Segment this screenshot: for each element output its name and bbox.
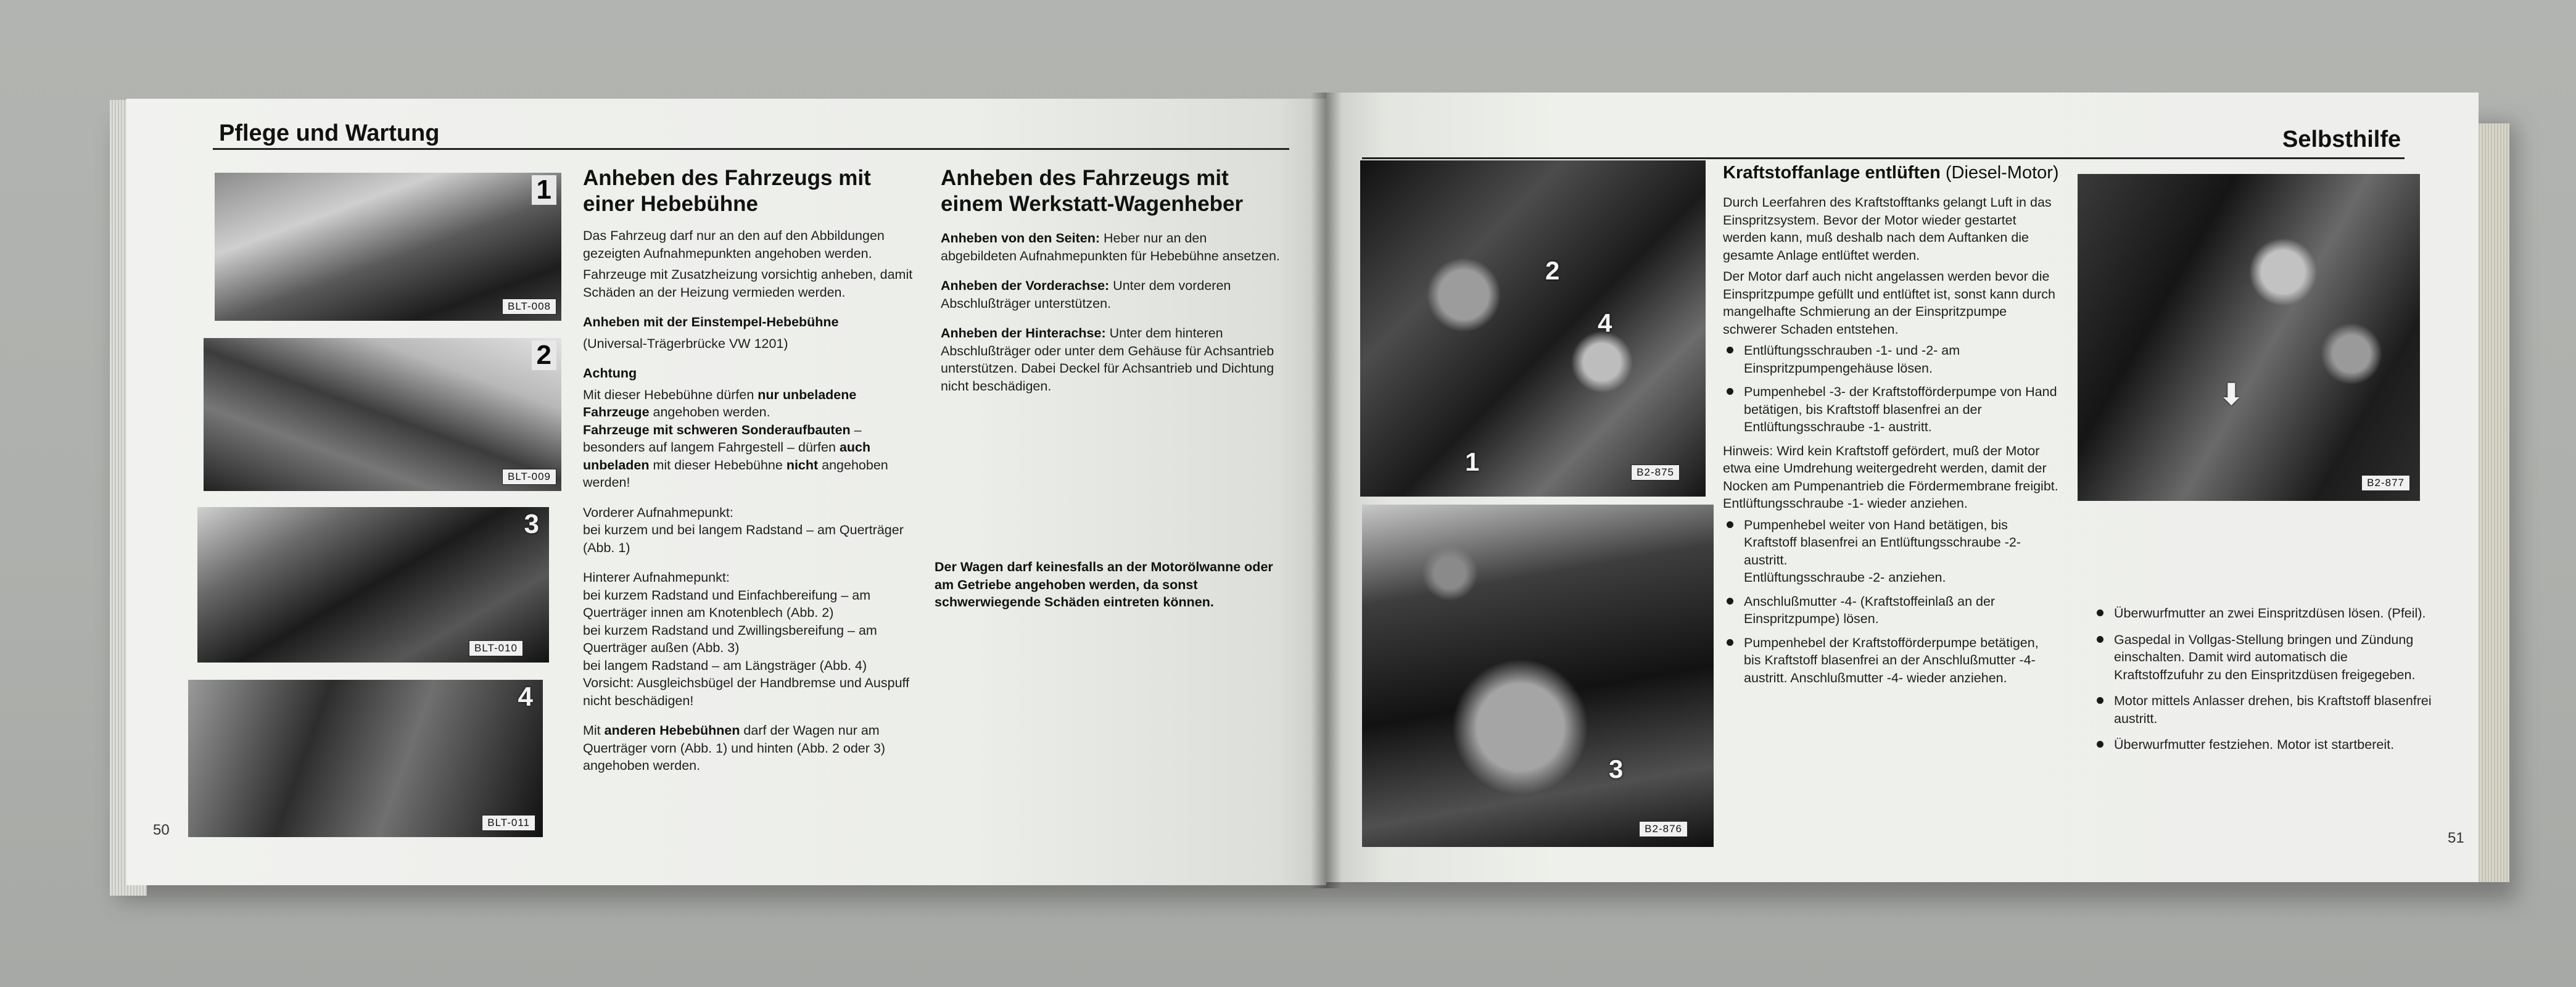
- bullet-icon: [2097, 636, 2103, 643]
- bullet-icon: [1727, 598, 1733, 605]
- left-header-rule: [213, 148, 1289, 150]
- bullet-icon: [1727, 388, 1733, 395]
- text-run: Mit: [583, 723, 605, 738]
- photo-code: BLT-011: [482, 815, 535, 831]
- subheading-text: Anheben mit der Einstempel-Hebebühne: [583, 315, 839, 329]
- text-run-bold: Anheben der Hinterachse:: [941, 326, 1106, 341]
- bullet-text: Anschlußmutter -4- (Kraftstoffeinlaß an der Einspritzpumpe) lösen.: [1744, 593, 1996, 626]
- text-run-bold: nicht: [786, 457, 819, 473]
- bullet-text: Pumpenhebel -3- der Kraftstofförderpumpe von Hand betätigen, bis Kraftstoff blasenfrei an der Entlüftungsschraube -1- austritt.: [1744, 384, 2057, 434]
- photo-code: BLT-009: [502, 469, 556, 485]
- bullet-item: [1723, 342, 2059, 377]
- photo-b2-876: [1362, 505, 1714, 847]
- bullet-text: Überwurfmutter an zwei Einspritzdüsen lösen. (Pfeil).: [2114, 606, 2426, 621]
- bullet-text: Pumpenhebel weiter von Hand betätigen, bis Kraftstoff blasenfrei an Entlüftungsschraube -2- austritt.: [1744, 517, 2021, 568]
- photo-code: BLT-008: [502, 299, 556, 315]
- text-run: – besonders auf langem Fahrgestell – dürfen: [583, 422, 862, 455]
- hinweis-paragraph: [1723, 442, 2059, 513]
- subheading: [583, 313, 925, 331]
- right-column-1: [1723, 162, 2059, 693]
- warning-paragraph: [935, 558, 1286, 611]
- bullet-text: Überwurfmutter festziehen. Motor ist startbereit.: [2114, 737, 2395, 752]
- bullet-item: [1723, 383, 2059, 436]
- text-run: Vorderer Aufnahmepunkt:: [583, 505, 733, 520]
- warning-text: Der Wagen darf keinesfalls an der Motorölwanne oder am Getriebe angehoben werden, da sonst schwerwiegende Schäden eintreten können.: [935, 560, 1273, 609]
- paragraph: [583, 504, 925, 557]
- photo-number: 1: [532, 175, 556, 205]
- photo-label: 4: [1598, 308, 1612, 337]
- achtung-paragraph: [583, 386, 925, 492]
- text-run: Heber nur an den abgebildeten Aufnahmepunkten für Hebebühne ansetzen.: [941, 231, 1280, 263]
- text-run: Entlüftungsschraube -1- wieder anziehen.: [1723, 496, 1968, 511]
- text-run: Mit dieser Hebebühne dürfen: [583, 387, 758, 402]
- section-title-wagenheber: Anheben des Fahrzeugs mit einem Werkstatt-Wagenheber: [941, 166, 1244, 216]
- arrow-icon: ⬇: [2219, 378, 2244, 410]
- bullet-item: [1723, 634, 2059, 687]
- left-page-header: Pflege und Wartung: [219, 120, 440, 146]
- bullet-item: [2093, 631, 2438, 684]
- title-bold: Kraftstoffanlage entlüften: [1723, 163, 1941, 183]
- text-run: bei langem Radstand – am Längsträger (Abb. 4): [583, 658, 867, 673]
- text-run: bei kurzem und bei langem Radstand – am Querträger (Abb. 1): [583, 522, 904, 555]
- photo-abb-4: [188, 680, 543, 837]
- bullet-text: Entlüftungsschraube -2- anziehen.: [1744, 570, 1946, 585]
- text-run: Vorsicht: Ausgleichsbügel der Handbremse und Auspuff nicht beschädigen!: [583, 675, 910, 708]
- bullet-icon: [1727, 521, 1733, 528]
- bullet-icon: [1727, 347, 1733, 353]
- text-run: Unter dem vorderen Abschlußträger unterstützen.: [941, 278, 1231, 311]
- title-rest: (Diesel-Motor): [1940, 163, 2059, 183]
- section-title-hebebuehne: Anheben des Fahrzeugs mit einer Hebebühne: [583, 166, 871, 216]
- text-run-bold: Anheben der Vorderachse:: [941, 278, 1110, 293]
- paragraph: [941, 229, 1286, 265]
- text-run-bold: Anheben von den Seiten:: [941, 231, 1100, 246]
- bullet-item: [1723, 516, 2059, 587]
- bullet-icon: [1727, 639, 1733, 646]
- paragraph: Das Fahrzeug darf nur an den auf den Abbildungen gezeigten Aufnahmepunkten angehoben werden.: [583, 228, 885, 261]
- left-column-2-warning: [935, 558, 1286, 615]
- bullet-text: Gaspedal in Vollgas-Stellung bringen und Zündung einschalten. Damit wird automatisch die Kraftstoffzufuhr zu den Einspritzdüsen freigegeben.: [2114, 632, 2416, 682]
- text-run: Unter dem hinteren Abschlußträger oder unter dem Gehäuse für Achsantrieb unterstützen. Dabei Deckel für Achsantrieb und Dichtung nicht beschädigen.: [941, 326, 1274, 394]
- text-run-bold: nur unbeladene Fahrzeuge: [583, 387, 857, 419]
- photo-label: 3: [1609, 754, 1624, 783]
- paragraph: [941, 324, 1286, 395]
- bullet-text: Motor mittels Anlasser drehen, bis Kraftstoff blasenfrei austritt.: [2114, 693, 2432, 726]
- text-run-bold: auch unbeladen: [583, 440, 871, 473]
- photo-number: 4: [518, 682, 533, 712]
- photo-abb-3: [197, 507, 549, 663]
- bullet-icon: [2097, 609, 2103, 616]
- photo-code: B2-876: [1639, 821, 1688, 837]
- bullet-text: Entlüftungsschrauben -1- und -2- am Einspritzpumpengehäuse lösen.: [1744, 343, 1960, 376]
- text-run: bei kurzem Radstand und Zwillingsbereifung – am Querträger außen (Abb. 3): [583, 622, 877, 655]
- photo-code: B2-875: [1631, 465, 1680, 481]
- paragraph: Der Motor darf auch nicht angelassen werden bevor die Einspritzpumpe gefüllt und entlüftet ist, sonst kann durch mangelhafte Schmierung an der Einspritzpumpe schwerer Schaden entstehen.: [1723, 269, 2056, 337]
- photo-number: 2: [532, 341, 556, 370]
- left-column-2: [941, 165, 1286, 399]
- left-page-number: 50: [153, 822, 170, 838]
- right-column-2: [2093, 605, 2438, 760]
- right-header-rule: [1362, 157, 2405, 159]
- text-run-bold: Fahrzeuge mit schweren Sonderaufbauten: [583, 422, 851, 437]
- photo-abb-1: [215, 173, 561, 321]
- photo-code: B2-877: [2361, 475, 2410, 491]
- text-run: angehoben werden.: [649, 405, 770, 419]
- photo-b2-875: [1360, 160, 1706, 497]
- bullet-item: [1723, 593, 2059, 628]
- paragraph: [941, 277, 1286, 312]
- right-page-number: 51: [2448, 830, 2464, 846]
- section-title-kraftstoff: [1723, 162, 2059, 184]
- text-run: angehoben werden!: [583, 457, 888, 490]
- bullet-item: [2093, 736, 2438, 754]
- bullet-text: Pumpenhebel der Kraftstofförderpumpe betätigen, bis Kraftstoff blasenfrei an der Anschlußmutter -4- austritt. Anschlußmutter -4- wieder anziehen.: [1744, 635, 2039, 685]
- achtung-heading: [583, 365, 925, 382]
- photo-code: BLT-010: [469, 640, 523, 656]
- paragraph: Durch Leerfahren des Kraftstofftanks gelangt Luft in das Einspritzsystem. Bevor der Motor wieder gestartet werden kann, muß deshalb nach dem Auftanken die gesamte Anlage entlüftet werden.: [1723, 195, 2052, 263]
- text-run: Hinterer Aufnahmepunkt:: [583, 570, 730, 585]
- bullet-icon: [2097, 697, 2103, 704]
- text-run: mit dieser Hebebühne: [649, 457, 786, 473]
- paragraph: [583, 722, 925, 775]
- paragraph: Fahrzeuge mit Zusatzheizung vorsichtig anheben, damit Schäden an der Heizung vermieden werden.: [583, 267, 913, 300]
- text-run: Hinweis: Wird kein Kraftstoff gefördert, muß der Motor etwa eine Umdrehung weitergedreht werden, damit der Nocken am Pumpenantrieb die Fördermembrane freigibt.: [1723, 443, 2058, 493]
- bullet-item: [2093, 605, 2438, 622]
- photo-abb-2: [204, 338, 561, 491]
- achtung-text: Achtung: [583, 366, 637, 381]
- bullet-item: [2093, 692, 2438, 727]
- photo-number: 3: [524, 509, 539, 539]
- photo-b2-877: [2078, 174, 2420, 501]
- book-gutter: [1311, 93, 1342, 888]
- text-run-bold: anderen Hebebühnen: [604, 723, 740, 738]
- paragraph: [583, 569, 925, 709]
- text-run: darf der Wagen nur am Querträger vorn (Abb. 1) und hinten (Abb. 2 oder 3) angehoben werden.: [583, 723, 885, 773]
- bullet-icon: [2097, 741, 2103, 748]
- right-page-header: Selbsthilfe: [2282, 126, 2401, 152]
- left-column-1: [583, 165, 925, 778]
- photo-label: 1: [1465, 447, 1480, 476]
- paragraph: (Universal-Trägerbrücke VW 1201): [583, 336, 788, 351]
- text-run: bei kurzem Radstand und Einfachbereifung – am Querträger innen am Knotenblech (Abb. 2): [583, 587, 871, 620]
- photo-label: 2: [1545, 256, 1560, 285]
